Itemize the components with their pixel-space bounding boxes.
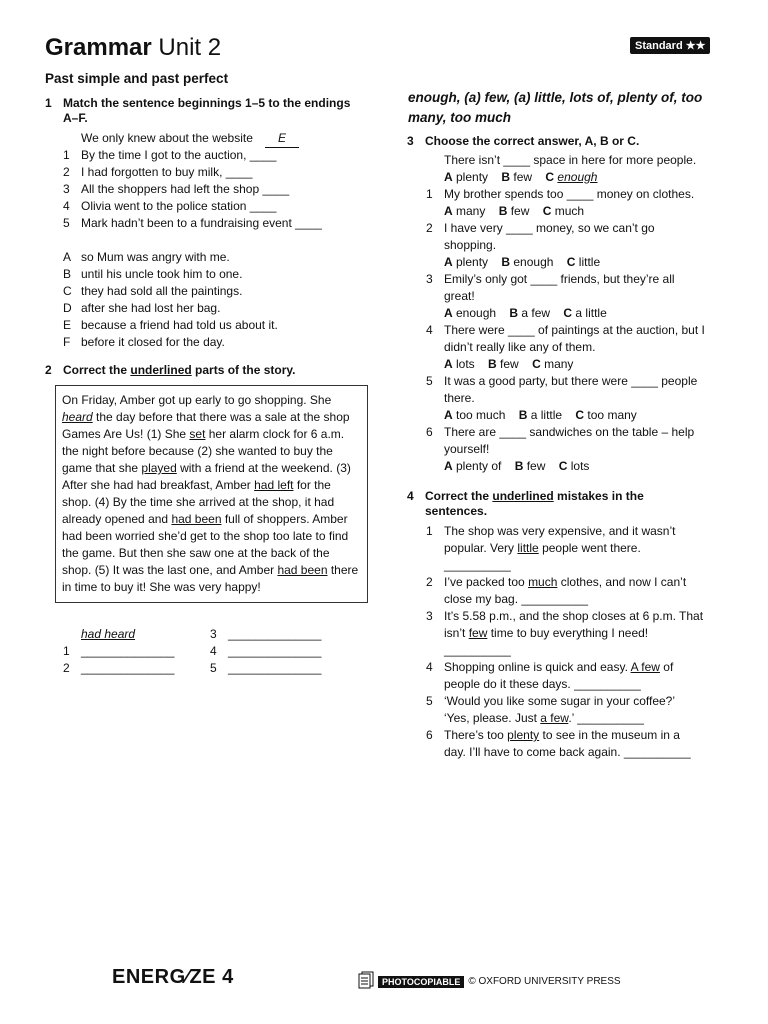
exercise-1-instruction [45, 96, 365, 128]
page-title [45, 34, 221, 62]
item-number: 5 [63, 216, 70, 230]
underlined-phrase: set [189, 427, 206, 441]
sentence-text [444, 574, 686, 591]
footer-copyright [358, 971, 621, 992]
text: people went there. [538, 541, 641, 555]
item-number: 4 [63, 199, 70, 213]
question-text: There were ____ of paintings at the auction, but I [444, 323, 705, 337]
option-letter: A [444, 255, 453, 269]
answer-blank: ______________ [228, 644, 322, 658]
example-text: We only knew about the website [81, 131, 253, 145]
item-text: they had sold all the paintings. [81, 284, 243, 298]
story-text: her alarm clock for 6 a.m. the night before because (2) she wanted to buy the game that she [62, 427, 345, 475]
option-text: few [510, 170, 539, 184]
item-text: All the shoppers had left the shop ____ [81, 182, 290, 196]
option-text: a few [518, 306, 557, 320]
item-number: 2 [426, 575, 433, 589]
item-text: By the time I got to the auction, ____ [81, 148, 277, 162]
sentence-text [444, 523, 675, 540]
item-number: 4 [426, 660, 433, 674]
instr-underlined: underlined [492, 489, 554, 503]
text: I’ve packed too [444, 575, 529, 589]
text: to see in the museum in a [539, 728, 680, 742]
question-text: It was a good party, but there were ____ people [444, 374, 698, 388]
option-letter: C [563, 306, 573, 320]
item-number: 3 [63, 182, 70, 196]
story-text: full of shoppers. Amber had been worried she’d get to the shop too late to find the game. But then she saw one at the back of the shop. (5) It was the last one, and Amber [62, 512, 349, 577]
instr-pre: Correct the [425, 489, 493, 503]
title-rest: Unit 2 [151, 34, 222, 61]
option-text: too much [452, 408, 513, 422]
story-text: there in time to buy it! She was very happy! [62, 563, 359, 594]
text: isn’t [444, 626, 469, 640]
option-text: a little [572, 306, 607, 320]
spacer [552, 459, 559, 473]
option-text: plenty [452, 255, 495, 269]
exercise-2-instruction [45, 363, 365, 379]
item-number: 1 [426, 187, 433, 201]
answer-options [444, 458, 589, 475]
underlined-mistake: little [517, 541, 539, 555]
story-text: the day before that there was a sale at the shop Games Are Us! (1) She [62, 410, 350, 441]
spacer [492, 204, 499, 218]
option-text: much [551, 204, 585, 218]
item-number: B [63, 267, 72, 281]
text: popular. Very [444, 541, 518, 555]
question-text: shopping. [444, 238, 497, 252]
item-number: 1 [63, 148, 70, 162]
option-letter: B [501, 170, 511, 184]
exercise-number: 2 [45, 363, 52, 377]
option-letter: C [532, 357, 541, 371]
spacer [560, 255, 567, 269]
sentence-text [444, 557, 511, 574]
instruction-text [63, 363, 296, 378]
option-text: a little [527, 408, 569, 422]
photocopy-icon [358, 971, 374, 992]
instruction-text: Match the sentence beginnings 1–5 to the endings A–F. [63, 96, 351, 125]
instr-pre: Correct the [63, 363, 131, 377]
option-text: few [496, 357, 526, 371]
underlined-phrase: had left [254, 478, 294, 492]
item-text: after she had lost her bag. [81, 301, 221, 315]
item-number: 4 [210, 644, 217, 658]
option-text: little [575, 255, 601, 269]
underlined-phrase: had been [171, 512, 222, 526]
item-number: 4 [426, 323, 433, 337]
item-number: 5 [426, 694, 433, 708]
option-letter: A [444, 306, 453, 320]
item-number: F [63, 335, 71, 349]
text: It’s 5.58 p.m., and the shop closes at 6 p.m. That [444, 609, 704, 623]
publisher-text: © OXFORD UNIVERSITY PRESS [468, 976, 621, 987]
example-question: There isn’t ____ space in here for more people. [444, 153, 697, 167]
underlined-phrase: had been [277, 563, 328, 577]
level-badge: Standard ★★ [630, 37, 710, 54]
option-text: few [507, 204, 537, 218]
answer-options [444, 203, 584, 220]
text: day. I’ll have to come back again. __________ [444, 745, 691, 759]
option-text: many [540, 357, 574, 371]
question-text: My brother spends too ____ money on clothes. [444, 187, 695, 201]
sentence-text [444, 540, 641, 557]
text: ‘Yes, please. Just [444, 711, 541, 725]
instr-post: parts of the story. [191, 363, 296, 377]
answer-options [444, 356, 573, 373]
question-text: Emily’s only got ____ friends, but they’re all [444, 272, 675, 286]
option-letter: A [444, 204, 453, 218]
option-letter: B [501, 255, 511, 269]
spacer [512, 408, 519, 422]
underlined-mistake: much [528, 575, 558, 589]
story-text: for the shop. (4) By the time she arrived at the shop, it had already opened and [62, 478, 335, 526]
text: of [659, 660, 674, 674]
text: ‘Would you like some sugar in your coffee?’ [444, 694, 676, 708]
exercise-number: 4 [407, 489, 414, 503]
item-number: 6 [426, 728, 433, 742]
option-letter: C [566, 255, 576, 269]
option-text: plenty of [452, 459, 509, 473]
exercise-4-instruction [407, 489, 737, 521]
option-letter: C [575, 408, 585, 422]
text: close my bag. __________ [444, 592, 589, 606]
sentence-text [444, 608, 703, 625]
item-text: Mark hadn’t been to a fundraising event ____ [81, 216, 322, 230]
item-number: 2 [63, 165, 70, 179]
answer-blank: ______________ [228, 661, 322, 675]
instr-line2: sentences. [425, 504, 488, 518]
item-number: A [63, 250, 72, 264]
instr-post: mistakes in the [553, 489, 644, 503]
story-text: with a friend at the weekend. (3) After she had had breakfast, Amber [62, 461, 351, 492]
item-text: because a friend had told us about it. [81, 318, 278, 332]
item-number: 6 [426, 425, 433, 439]
text: The shop was very expensive, and it wasn’t [444, 524, 676, 538]
option-text: few [523, 459, 553, 473]
answer-options [444, 254, 600, 271]
spacer [536, 204, 543, 218]
right-section-heading: enough, (a) few, (a) little, lots of, plenty of, too many, too much [408, 90, 703, 125]
text: .’ __________ [568, 711, 644, 725]
answer-options [444, 169, 597, 186]
text: clothes, and now I can’t [557, 575, 687, 589]
instruction-text [425, 489, 644, 519]
option-letter: C [542, 204, 552, 218]
option-text: lots [567, 459, 590, 473]
sentence-text [444, 710, 644, 727]
item-number: D [63, 301, 72, 315]
item-number: 2 [426, 221, 433, 235]
sentence-text [444, 591, 588, 608]
option-letter: C [558, 459, 568, 473]
item-text: so Mum was angry with me. [81, 250, 230, 264]
text: time to buy everything I need! [487, 626, 649, 640]
item-number: 1 [63, 644, 70, 658]
option-text: lots [452, 357, 482, 371]
item-number: C [63, 284, 72, 298]
answer-options [444, 305, 607, 322]
option-text: enough [510, 255, 561, 269]
underlined-mistake: A few [630, 660, 660, 674]
question-text: yourself! [444, 442, 490, 456]
item-number: 5 [426, 374, 433, 388]
exercise-number: 3 [407, 134, 414, 148]
text: There’s too [444, 728, 508, 742]
underlined-mistake: few [468, 626, 488, 640]
item-number: 3 [426, 609, 433, 623]
energize-logo: ENERG⁄ZE 4 [112, 966, 234, 988]
answer-blank: ______________ [81, 644, 175, 658]
option-letter: B [509, 306, 519, 320]
sentence-text [444, 727, 680, 744]
underlined-phrase: played [141, 461, 177, 475]
item-number: 5 [210, 661, 217, 675]
option-letter: B [488, 357, 497, 371]
option-text: many [452, 204, 493, 218]
sentence-text [444, 693, 675, 710]
underlined-phrase: heard [62, 410, 93, 424]
text: people do it these days. __________ [444, 677, 641, 691]
photocopiable-badge: PHOTOCOPIABLE [378, 976, 464, 988]
question-text: There are ____ sandwiches on the table – help [444, 425, 695, 439]
sentence-text [444, 744, 691, 761]
item-number: 3 [426, 272, 433, 286]
item-text: Olivia went to the police station ____ [81, 199, 277, 213]
item-number: 3 [210, 627, 217, 641]
answer-blank: ______________ [228, 627, 322, 641]
option-letter: C [545, 170, 555, 184]
sentence-text [444, 659, 673, 676]
left-section-heading: Past simple and past perfect [45, 71, 229, 86]
text: __________ [444, 558, 511, 572]
sentence-text [444, 625, 648, 642]
option-letter: A [444, 459, 453, 473]
title-bold: Grammar [45, 34, 152, 61]
underlined-mistake: a few [540, 711, 569, 725]
item-number: 2 [63, 661, 70, 675]
underlined-mistake: plenty [507, 728, 540, 742]
item-text: until his uncle took him to one. [81, 267, 243, 281]
question-text: didn’t really like any of them. [444, 340, 596, 354]
sentence-text [444, 642, 511, 659]
question-text: there. [444, 391, 475, 405]
option-text: plenty [452, 170, 495, 184]
exercise-3-instruction [407, 134, 737, 150]
option-letter: B [498, 204, 508, 218]
story-box [55, 385, 368, 603]
option-text: too many [584, 408, 637, 422]
item-number: 1 [426, 524, 433, 538]
question-text: great! [444, 289, 475, 303]
item-text: before it closed for the day. [81, 335, 225, 349]
question-text: I have very ____ money, so we can’t go [444, 221, 655, 235]
option-text: enough [452, 306, 503, 320]
item-number: E [63, 318, 72, 332]
instruction-text: Choose the correct answer, A, B or C. [425, 134, 640, 148]
option-text: enough [557, 170, 598, 184]
sentence-text [444, 676, 641, 693]
text: Shopping online is quick and easy. [444, 660, 631, 674]
text: __________ [444, 643, 511, 657]
option-letter: A [444, 357, 453, 371]
item-text: I had forgotten to buy milk, ____ [81, 165, 253, 179]
option-letter: B [518, 408, 528, 422]
exercise-number: 1 [45, 96, 52, 110]
answer-options [444, 407, 637, 424]
answer-blank: ______________ [81, 661, 175, 675]
example-answer: had heard [81, 627, 136, 641]
option-letter: B [514, 459, 524, 473]
option-letter: A [444, 408, 453, 422]
example-answer: E [265, 130, 299, 148]
story-text: On Friday, Amber got up early to go shopping. She [62, 393, 332, 407]
spacer [508, 459, 515, 473]
option-letter: A [444, 170, 453, 184]
instr-underlined: underlined [130, 363, 192, 377]
